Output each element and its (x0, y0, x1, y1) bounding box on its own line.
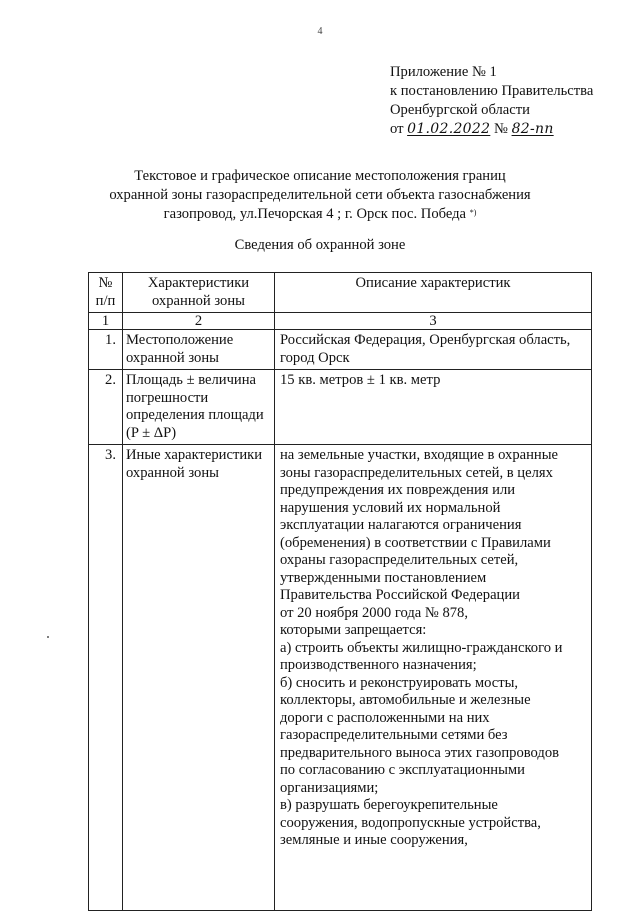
row-description: 15 кв. метров ± 1 кв. метр (275, 370, 592, 445)
column-number: 3 (275, 313, 592, 330)
description-line: дороги с расположенными на них (280, 709, 490, 726)
description-line: коллекторы, автомобильные и железные (280, 692, 531, 708)
description-line: нарушения условий их нормальной (280, 499, 501, 516)
description-line: производственного назначения; (280, 657, 477, 673)
row-num: 1. (89, 330, 123, 370)
header-description: Описание характеристик (275, 273, 592, 313)
description-line: на земельные участки, входящие в охранные (280, 447, 559, 463)
description-line: а) строить объекты жилищно-гражданского и (280, 639, 563, 656)
section-subtitle: Сведения об охранной зоне (234, 237, 406, 253)
table-row (89, 330, 592, 370)
title-line-1: Текстовое и графическое описание местоположения границ (134, 168, 506, 184)
row-description: Российская Федерация, Оренбургская область, город Орск (275, 330, 592, 370)
appendix-line-2: к постановлению Правительства (390, 83, 594, 99)
description-line: земляные и иные сооружения, (280, 832, 468, 848)
row-num: 3. (89, 445, 123, 911)
footnote-mark: *) (469, 208, 477, 217)
description-line: б) сносить и реконструировать мосты, (280, 674, 519, 691)
row-characteristic: Местоположение охранной зоны (123, 330, 275, 370)
description-line: организациями; (280, 779, 379, 796)
table-row (89, 370, 592, 445)
description-line: сооружения, водопропускные устройства, (280, 814, 541, 831)
row-characteristic: Площадь ± величина погрешности определения площади (P ± ΔP) (123, 370, 275, 445)
description-line: эксплуатации налагаются ограничения (280, 517, 522, 533)
description-line: охраны газораспределительных сетей, (280, 552, 519, 568)
title-line-3-text: газопровод, ул.Печорская 4 ; г. Орск пос. Победа (163, 206, 467, 222)
appendix-date-line (390, 120, 593, 139)
description-line: которыми запрещается: (280, 622, 427, 638)
title-line-3 (60, 205, 580, 224)
protection-zone-table (88, 272, 592, 911)
table-row (89, 445, 592, 911)
description-line: утвержденными постановлением (280, 569, 487, 586)
row-num: 2. (89, 370, 123, 445)
description-line: Правительства Российской Федерации (280, 587, 520, 603)
margin-dot (47, 636, 49, 638)
row-characteristic: Иные характеристики охранной зоны (123, 445, 275, 911)
description-line: предварительного выноса этих газопроводов (280, 744, 560, 761)
appendix-line-1: Приложение № 1 (390, 64, 497, 80)
column-number-row (89, 313, 592, 330)
date-prefix: от (390, 121, 404, 137)
handwritten-number: 82-пп (511, 121, 554, 137)
description-line: от 20 ноября 2000 года № 878, (280, 604, 468, 621)
header-num: № п/п (89, 273, 123, 313)
appendix-block (390, 63, 593, 139)
description-line: предупреждения их повреждения или (280, 482, 516, 498)
document-title (60, 167, 580, 224)
description-line: зоны газораспределительных сетей, в целях (280, 464, 553, 481)
title-line-2: охранной зоны газораспределительной сети объекта газоснабжения (109, 187, 531, 203)
description-line: по согласованию с эксплуатационными (280, 762, 525, 778)
column-number: 1 (89, 313, 123, 330)
row-description-lines (275, 445, 592, 911)
description-line: газораспределительными сетями без (280, 727, 508, 743)
table-header-row (89, 273, 592, 313)
appendix-line-3: Оренбургской области (390, 102, 530, 118)
page-number: 4 (317, 26, 323, 37)
header-characteristics: Характеристики охранной зоны (123, 273, 275, 313)
column-number: 2 (123, 313, 275, 330)
description-line: в) разрушать берегоукрепительные (280, 797, 498, 813)
handwritten-date: 01.02.2022 (407, 121, 491, 137)
number-prefix: № (493, 121, 508, 137)
description-line: (обременения) в соответствии с Правилами (280, 534, 551, 551)
